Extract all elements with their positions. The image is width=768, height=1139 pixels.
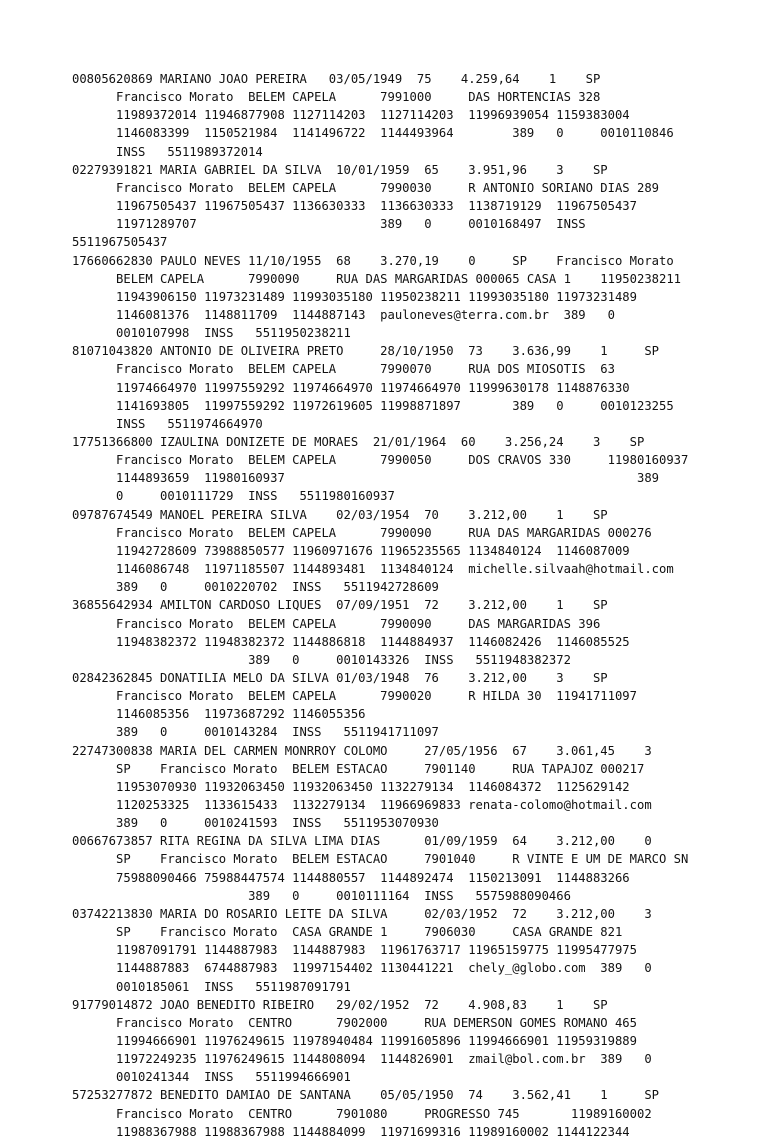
document-line: Francisco Morato BELEM CAPELA 7990020 R HILDA 30 11941711097: [72, 689, 637, 704]
document-line: Francisco Morato BELEM CAPELA 7990090 RUA DAS MARGARIDAS 000276: [72, 525, 652, 540]
document-line: SP Francisco Morato BELEM ESTACAO 7901040 R VINTE E UM DE MARCO SN: [72, 852, 689, 867]
document-line: 11994666901 11976249615 11978940484 11991605896 11994666901 11959319889: [72, 1033, 637, 1048]
document-line: 11942728609 73988850577 11960971676 11965235565 1134840124 1146087009: [72, 543, 630, 558]
document-line: Francisco Morato CENTRO 7902000 RUA DEMERSON GOMES ROMANO 465: [72, 1015, 637, 1030]
document-line: 1120253325 1133615433 1132279134 11966969833 renata-colomo@hotmail.com: [72, 798, 652, 812]
document-line: 02279391821 MARIA GABRIEL DA SILVA 10/01/1959 65 3.951,96 3 SP: [72, 162, 608, 177]
document-line: 09787674549 MANOEL PEREIRA SILVA 02/03/1954 70 3.212,00 1 SP: [72, 507, 608, 522]
document-line: 389 0 0010143284 INSS 5511941711097: [72, 725, 439, 740]
document-line: 11967505437 11967505437 1136630333 1136630333 1138719129 11967505437: [72, 199, 637, 214]
document-line: SP Francisco Morato CASA GRANDE 1 7906030 CASA GRANDE 821: [72, 925, 623, 940]
document-line: 389 0 0010241593 INSS 5511953070930: [72, 816, 439, 831]
document-line: 1144893659 11980160937 389: [72, 471, 659, 486]
document-line: 02842362845 DONATILIA MELO DA SILVA 01/03/1948 76 3.212,00 3 SP: [72, 670, 608, 685]
document-line: 36855642934 AMILTON CARDOSO LIQUES 07/09/1951 72 3.212,00 1 SP: [72, 598, 608, 613]
document-line: INSS 5511989372014: [72, 144, 263, 159]
document-line: 11972249235 11976249615 1144808094 1144826901 zmail@bol.com.br 389 0: [72, 1052, 652, 1067]
document-line: 1144887883 6744887983 11997154402 1130441221 chely_@globo.com 389 0: [72, 961, 652, 976]
document-line: 11987091791 1144887983 1144887983 11961763717 11965159775 11995477975: [72, 943, 637, 958]
document-line: Francisco Morato CENTRO 7901080 PROGRESSO 745 11989160002: [72, 1106, 652, 1121]
document-line: 11988367988 11988367988 1144884099 11971699316 11989160002 1144122344: [72, 1124, 630, 1139]
document-line: Francisco Morato BELEM CAPELA 7990030 R ANTONIO SORIANO DIAS 289: [72, 180, 659, 195]
document-line: 0010107998 INSS 5511950238211: [72, 326, 351, 341]
document-line: 0010185061 INSS 5511987091791: [72, 979, 351, 994]
document-line: 00805620869 MARIANO JOAO PEREIRA 03/05/1949 75 4.259,64 1 SP: [72, 72, 601, 86]
document-line: Francisco Morato BELEM CAPELA 7991000 DAS HORTENCIAS 328: [72, 90, 601, 105]
document-line: 03742213830 MARIA DO ROSARIO LEITE DA SILVA 02/03/1952 72 3.212,00 3: [72, 906, 652, 921]
document-line: Francisco Morato BELEM CAPELA 7990090 DAS MARGARIDAS 396: [72, 616, 601, 631]
document-line: 389 0 0010220702 INSS 5511942728609: [72, 580, 439, 595]
document-line: 00667673857 RITA REGINA DA SILVA LIMA DIAS 01/09/1959 64 3.212,00 0: [72, 834, 652, 849]
document-line: 1141693805 11997559292 11972619605 11998871897 389 0 0010123255: [72, 398, 674, 413]
document-line: 5511967505437: [72, 235, 168, 250]
document-line: 11989372014 11946877908 1127114203 1127114203 11996939054 1159383004: [72, 108, 630, 123]
document-line: Francisco Morato BELEM CAPELA 7990070 RUA DOS MIOSOTIS 63: [72, 362, 615, 377]
document-line: BELEM CAPELA 7990090 RUA DAS MARGARIDAS 000065 CASA 1 11950238211: [72, 271, 682, 286]
document-line: 0 0010111729 INSS 5511980160937: [72, 489, 395, 504]
document-line: 11953070930 11932063450 11932063450 1132279134 1146084372 1125629142: [72, 779, 630, 794]
document-line: 1146086748 11971185507 1144893481 1134840124 michelle.silvaah@hotmail.com: [72, 562, 674, 577]
document-line: 0010241344 INSS 5511994666901: [72, 1070, 351, 1085]
document-line: 11948382372 11948382372 1144886818 1144884937 1146082426 1146085525: [72, 634, 630, 649]
document-line: 17660662830 PAULO NEVES 11/10/1955 68 3.270,19 0 SP Francisco Morato: [72, 253, 674, 268]
document-line: 1146081376 1148811709 1144887143 pauloneves@terra.com.br 389 0: [72, 307, 615, 322]
document-line: 75988090466 75988447574 1144880557 1144892474 1150213091 1144883266: [72, 870, 630, 885]
document-line: 11971289707 389 0 0010168497 INSS: [72, 217, 586, 232]
document-line: 22747300838 MARIA DEL CARMEN MONRROY COLOMO 27/05/1956 67 3.061,45 3: [72, 743, 652, 758]
document-line: 81071043820 ANTONIO DE OLIVEIRA PRETO 28/10/1950 73 3.636,99 1 SP: [72, 344, 659, 359]
document-line: 389 0 0010111164 INSS 5575988090466: [72, 888, 571, 903]
document-line: 389 0 0010143326 INSS 5511948382372: [72, 652, 571, 667]
document-line: SP Francisco Morato BELEM ESTACAO 7901140 RUA TAPAJOZ 000217: [72, 761, 645, 776]
document-line: 1146085356 11973687292 1146055356: [72, 707, 366, 722]
document-line: 57253277872 BENEDITO DAMIAO DE SANTANA 05/05/1950 74 3.562,41 1 SP: [72, 1088, 659, 1103]
document-line: 1146083399 1150521984 1141496722 1144493964 389 0 0010110846: [72, 126, 674, 141]
document-line: INSS 5511974664970: [72, 416, 263, 431]
document-line: 11974664970 11997559292 11974664970 11974664970 11999630178 1148876330: [72, 380, 630, 395]
document-line: Francisco Morato BELEM CAPELA 7990050 DOS CRAVOS 330 11980160937: [72, 453, 689, 468]
document-line: 17751366800 IZAULINA DONIZETE DE MORAES 21/01/1964 60 3.256,24 3 SP: [72, 435, 645, 449]
document-line: 11943906150 11973231489 11993035180 11950238211 11993035180 11973231489: [72, 289, 637, 304]
document-line: 91779014872 JOAO BENEDITO RIBEIRO 29/02/1952 72 4.908,83 1 SP: [72, 997, 608, 1012]
